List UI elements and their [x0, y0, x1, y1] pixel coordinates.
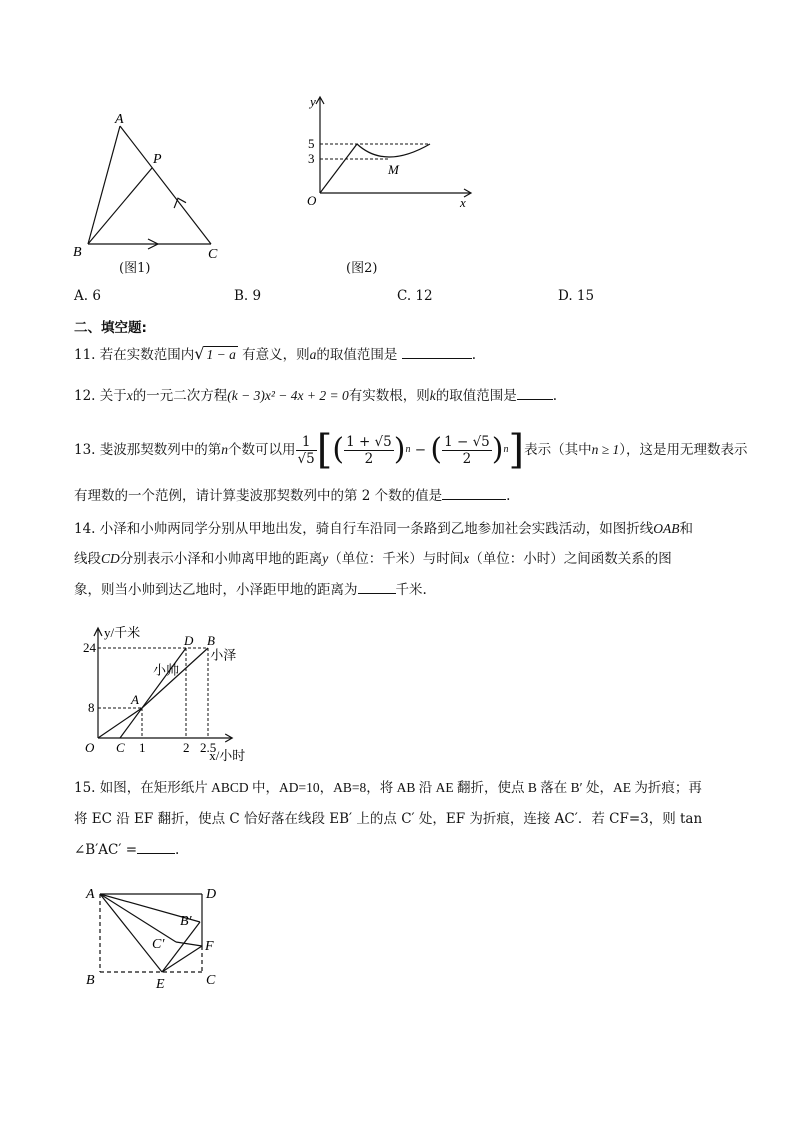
x-axis-label: x/小时 [209, 748, 246, 763]
q13-mid: 个数可以用 [228, 442, 296, 458]
question-13-line1: 13. 斐波那契数列中的第 n 个数可以用 1 √5 [ ( 1 + √5 2 ) n − ( 1 − √5 2 ) n ] 表示（其中 n ≥ 1 ），这是用无理数表示 [74, 427, 748, 473]
q12-k: k [429, 388, 436, 403]
q11-var: a [309, 347, 317, 362]
q12-pre: 关于 [99, 388, 127, 404]
q11-radicand: 1 − a [206, 347, 236, 362]
x-tick-1: 1 [139, 740, 146, 755]
fig2-caption: (图2) [346, 261, 378, 276]
point-a-label: A [131, 692, 139, 707]
q12-mid2: 有实数根，则 [348, 388, 430, 404]
q13-cond: n ≥ 1 [591, 442, 620, 457]
y-tick-8: 8 [88, 700, 95, 715]
figure-2-graph [290, 90, 480, 240]
fig1-label-p: P [153, 152, 162, 167]
point-b-label: B [207, 633, 215, 648]
q13-answer-blank[interactable] [442, 486, 506, 500]
fig15-label-f: F [205, 939, 214, 954]
x-tick-2-5: 2.5 [200, 740, 217, 755]
question-14-line3: 象，则当小帅到达乙地时，小泽距甲地的距离为 千米. [74, 582, 427, 598]
section-heading: 二、填空题: [74, 320, 147, 336]
q13-n: n [221, 442, 229, 457]
fig2-tick-5: 5 [308, 136, 315, 151]
fig2-label-y: y [310, 94, 316, 109]
q12-answer-blank[interactable] [517, 386, 553, 400]
fig1-label-b: B [73, 245, 82, 260]
q14-distance-time-graph [80, 618, 280, 763]
q14-oab: OAB [653, 521, 680, 536]
q12-equation: (k − 3)x² − 4x + 2 = 0 [227, 388, 349, 403]
question-15-line2: 将 EC 沿 EF 翻折，使点 C 恰好落在线段 EB′ 上的点 C′ 处，EF 为折痕，连接 AC′．若 CF=3，则 tan [74, 811, 703, 827]
origin-label: O [85, 740, 95, 755]
q11-number: 11. [74, 347, 96, 363]
q13-post: 表示（其中 [524, 442, 592, 458]
fig15-label-bp: B′ [180, 914, 192, 929]
q13-pre: 斐波那契数列中的第 [99, 442, 222, 458]
question-12: 12. 关于x的一元二次方程(k − 3)x² − 4x + 2 = 0有实数根，则k的取值范围是 . [74, 388, 558, 404]
q12-post: 的取值范围是 [435, 388, 517, 404]
q11-mid: 有意义，则 [242, 347, 310, 363]
series-label-xiaoshuai: 小帅 [153, 662, 180, 678]
fig1-caption: (图1) [119, 261, 151, 276]
choice-b: B. 9 [234, 288, 262, 304]
y-axis-label: y/千米 [104, 625, 141, 640]
q14-number: 14. [74, 521, 96, 537]
q14-cd: CD [101, 551, 120, 566]
fig2-label-x: x [460, 195, 466, 210]
question-13-line2: 有理数的一个范例，请计算斐波那契数列中的第 2 个数的值是 . [74, 488, 511, 504]
choice-d: D. 15 [558, 288, 595, 304]
figure-1-triangle [68, 108, 238, 278]
q12-var: x [126, 388, 133, 403]
fig15-label-d: D [206, 887, 217, 902]
q11-pre: 若在实数范围内 [99, 347, 195, 363]
choice-a: A. 6 [74, 288, 101, 304]
fig15-label-a: A [86, 887, 95, 902]
q14-answer-blank[interactable] [358, 580, 396, 594]
q12-number: 12. [74, 388, 96, 404]
q15-number: 15. [74, 780, 96, 796]
fig2-label-m: M [388, 162, 399, 177]
fig15-label-cp: C′ [152, 937, 165, 952]
q13-line2: 有理数的一个范例，请计算斐波那契数列中的第 2 个数的值是 [74, 488, 443, 504]
q13-fraction-1: 1 + √5 2 [346, 433, 392, 467]
point-d-label: D [184, 633, 194, 648]
series-label-xiaoze: 小泽 [210, 647, 237, 663]
x-tick-c: C [116, 740, 125, 755]
q15-answer-blank[interactable] [137, 840, 175, 854]
q14-line1: 小泽和小帅两同学分别从甲地出发，骑自行车沿同一条路到乙地参加社会实践活动，如图折线 [99, 521, 654, 537]
q11-answer-blank[interactable] [402, 345, 472, 359]
question-14-line2: 线段CD分别表示小泽和小帅离甲地的距离y（单位：千米）与时间x（单位：小时）之间函数关系的图 [74, 551, 672, 567]
fig1-label-c: C [208, 247, 218, 262]
q13-fraction-2: 1 − √5 2 [444, 433, 490, 467]
fig2-label-o: O [307, 193, 317, 208]
q11-post: 的取值范围是 [316, 347, 398, 363]
question-11: 11. 若在实数范围内√ 1 − a 有意义，则a的取值范围是 . [74, 344, 476, 363]
question-14-line1: 14. 小泽和小帅两同学分别从甲地出发，骑自行车沿同一条路到乙地参加社会实践活动，如图折线OAB和 [74, 521, 694, 537]
fig15-label-e: E [156, 977, 165, 992]
fig15-label-c: C [206, 973, 216, 988]
question-15-line1: 15. 如图，在矩形纸片 ABCD 中，AD=10，AB=8，将 AB 沿 AE 翻折，使点 B 落在 B′ 处，AE 为折痕；再 [74, 780, 702, 796]
fig2-tick-3: 3 [308, 151, 315, 166]
q12-mid: 的一元二次方程 [132, 388, 228, 404]
q15-rectangle-figure [80, 878, 230, 1000]
x-tick-2: 2 [183, 740, 190, 755]
question-15-line3: ∠B′AC′ = . [74, 842, 180, 858]
q13-coef-fraction: 1 √5 [297, 433, 315, 467]
fig15-label-b: B [86, 973, 95, 988]
q13-number: 13. [74, 442, 96, 458]
fig1-label-a: A [115, 112, 124, 127]
y-tick-24: 24 [83, 640, 96, 655]
q13-post2: ），这是用无理数表示 [619, 442, 748, 458]
choice-c: C. 12 [397, 288, 433, 304]
